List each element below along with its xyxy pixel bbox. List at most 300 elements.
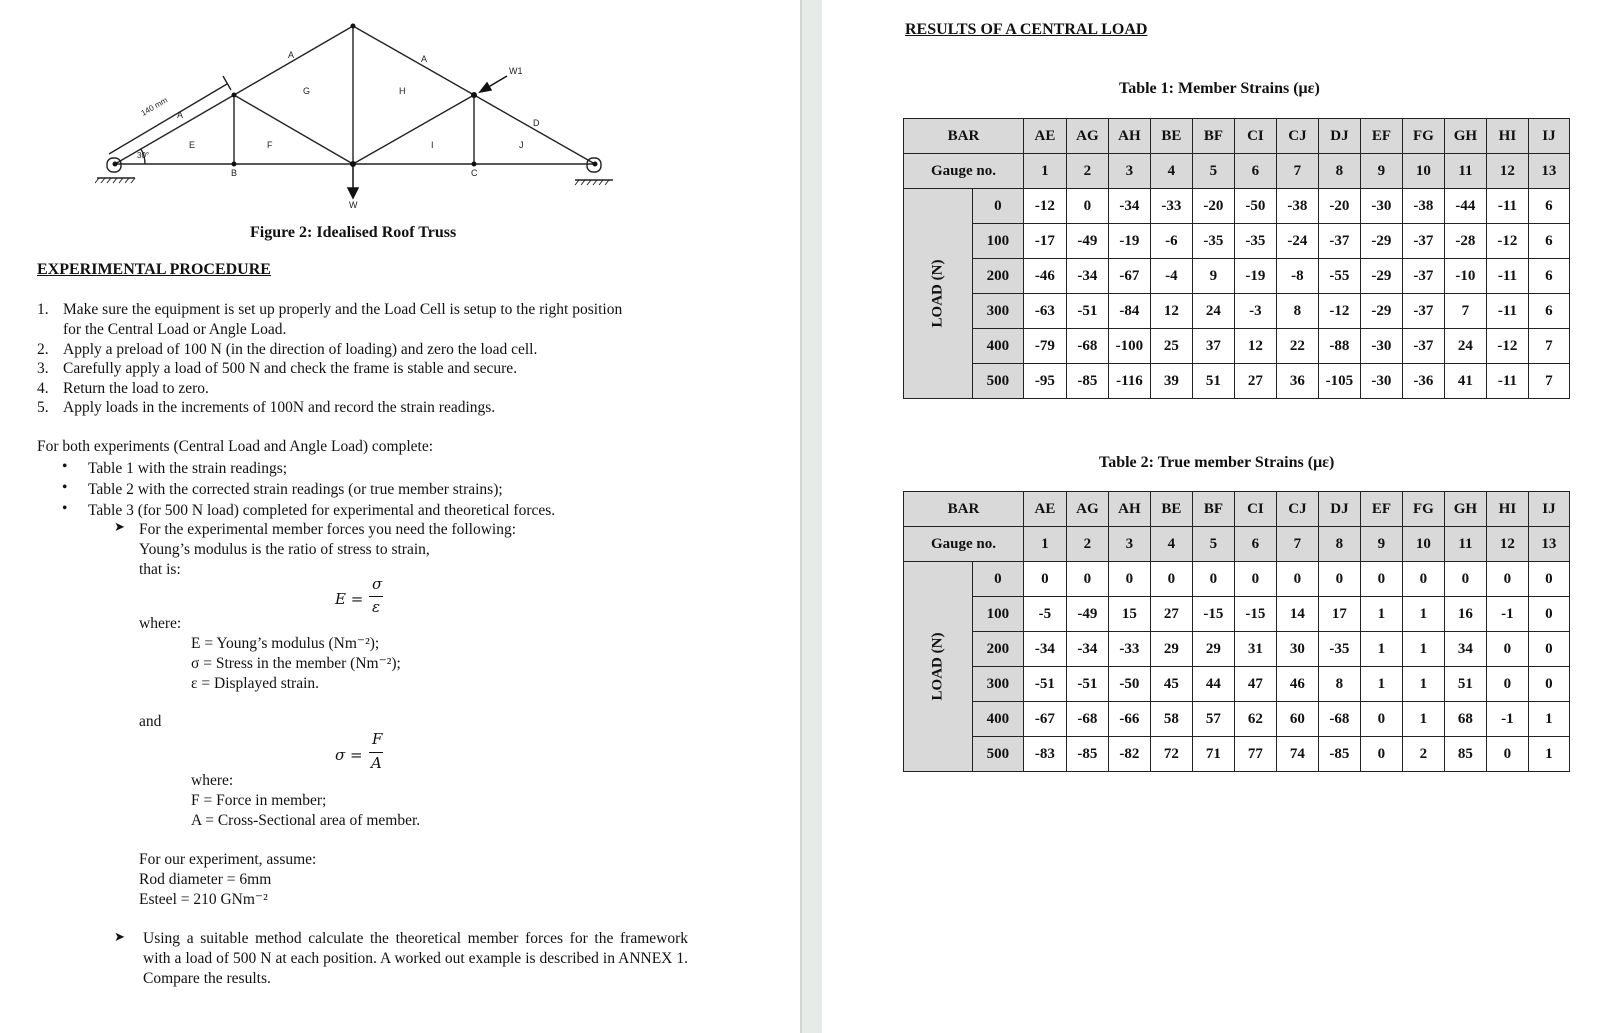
strain-cell: 27 <box>1150 597 1192 632</box>
zone-label: A <box>288 50 295 60</box>
definition: ε = Displayed strain. <box>191 675 320 692</box>
strain-cell: 8 <box>1318 667 1360 702</box>
strain-cell: 6 <box>1528 259 1569 294</box>
bar-header: BAR <box>904 119 1024 154</box>
strain-cell: -20 <box>1192 189 1234 224</box>
strain-cell: 72 <box>1150 737 1192 772</box>
strain-cell: -36 <box>1402 364 1444 399</box>
zone-label: I <box>431 140 434 150</box>
strain-cell: 0 <box>1276 562 1318 597</box>
strain-cell: 47 <box>1234 667 1276 702</box>
strain-cell: -49 <box>1066 224 1108 259</box>
strain-cell: 24 <box>1192 294 1234 329</box>
procedure-step: 5. Apply loads in the increments of 100N and record the strain readings. <box>37 399 496 416</box>
bullet-item: Table 2 with the corrected strain readings (or true member strains); <box>88 481 503 498</box>
strain-cell: 16 <box>1444 597 1486 632</box>
strain-cell: 1 <box>1402 702 1444 737</box>
zone-label: G <box>303 86 311 96</box>
strain-cell: 27 <box>1234 364 1276 399</box>
strain-cell: 8 <box>1276 294 1318 329</box>
strain-cell: 29 <box>1192 632 1234 667</box>
procedure-step: 3. Carefully apply a load of 500 N and check the frame is stable and secure. <box>37 360 518 377</box>
strain-cell: -12 <box>1023 189 1066 224</box>
gauge-number-cell: 8 <box>1318 527 1360 562</box>
strain-cell: 0 <box>1528 562 1569 597</box>
zone-label: E <box>189 140 196 150</box>
gauge-number-cell: 10 <box>1402 527 1444 562</box>
strain-cell: 44 <box>1192 667 1234 702</box>
bar-name-cell: AE <box>1023 119 1066 154</box>
strain-cell: -88 <box>1318 329 1360 364</box>
strain-cell: -34 <box>1023 632 1066 667</box>
strain-cell: -85 <box>1066 737 1108 772</box>
gauge-header: Gauge no. <box>904 527 1024 562</box>
equation-stress-den: A <box>371 754 382 772</box>
strain-cell: -37 <box>1402 259 1444 294</box>
strain-cell: -67 <box>1108 259 1150 294</box>
bar-name-cell: CI <box>1234 119 1276 154</box>
strain-cell: -28 <box>1444 224 1486 259</box>
gauge-number-cell: 11 <box>1444 527 1486 562</box>
load-value-cell: 0 <box>972 562 1023 597</box>
strain-cell: 0 <box>1360 737 1402 772</box>
strain-cell: -66 <box>1108 702 1150 737</box>
bar-name-cell: GH <box>1444 119 1486 154</box>
strain-cell: 41 <box>1444 364 1486 399</box>
arrow-bullet-icon: ➤ <box>114 519 125 534</box>
load-w1-label: W1 <box>509 66 523 76</box>
strain-cell: -67 <box>1023 702 1066 737</box>
strain-cell: -68 <box>1066 702 1108 737</box>
bar-name-cell: HI <box>1486 119 1528 154</box>
strain-cell: -51 <box>1066 294 1108 329</box>
strain-cell: 0 <box>1528 667 1569 702</box>
bullet-item: Table 1 with the strain readings; <box>88 460 288 477</box>
strain-cell: 12 <box>1150 294 1192 329</box>
equation-youngs-lhs: E = <box>335 590 364 608</box>
strain-cell: -8 <box>1276 259 1318 294</box>
strain-cell: 51 <box>1192 364 1234 399</box>
load-value-cell: 200 <box>972 632 1023 667</box>
table-row <box>904 667 1570 702</box>
gauge-number-cell: 4 <box>1150 527 1192 562</box>
youngs-line: Young’s modulus is the ratio of stress to strain, <box>139 541 430 558</box>
strain-cell: -68 <box>1066 329 1108 364</box>
strain-cell: 0 <box>1360 702 1402 737</box>
gauge-number-cell: 9 <box>1360 527 1402 562</box>
bar-name-cell: DJ <box>1318 119 1360 154</box>
bar-name-cell: HI <box>1486 492 1528 527</box>
strain-cell: -37 <box>1402 294 1444 329</box>
table-row <box>904 632 1570 667</box>
results-heading: RESULTS OF A CENTRAL LOAD <box>905 21 1148 38</box>
strain-cell: 0 <box>1528 597 1569 632</box>
strain-cell: -10 <box>1444 259 1486 294</box>
bar-name-cell: IJ <box>1528 492 1569 527</box>
assume-line: For our experiment, assume: <box>139 851 317 868</box>
strain-cell: -105 <box>1318 364 1360 399</box>
strain-cell: 0 <box>1023 562 1066 597</box>
strain-cell: 0 <box>1486 667 1528 702</box>
strain-cell: 1 <box>1528 737 1569 772</box>
strain-cell: 1 <box>1360 632 1402 667</box>
strain-cell: -34 <box>1066 259 1108 294</box>
zone-label: F <box>267 140 273 150</box>
gauge-number-cell: 12 <box>1486 527 1528 562</box>
bar-name-cell: BE <box>1150 492 1192 527</box>
strain-cell: -11 <box>1486 364 1528 399</box>
gauge-number-cell: 6 <box>1234 154 1276 189</box>
strain-cell: 51 <box>1444 667 1486 702</box>
load-value-cell: 500 <box>972 737 1023 772</box>
definition: F = Force in member; <box>191 792 327 809</box>
strain-cell: -44 <box>1444 189 1486 224</box>
arrow-bullet-icon: ➤ <box>114 929 125 944</box>
bar-name-cell: FG <box>1402 492 1444 527</box>
table-row <box>904 737 1570 772</box>
strain-cell: -37 <box>1402 224 1444 259</box>
strain-cell: 0 <box>1066 562 1108 597</box>
roof-truss-diagram <box>95 18 635 214</box>
strain-cell: -51 <box>1066 667 1108 702</box>
strain-cell: -63 <box>1023 294 1066 329</box>
load-value-cell: 400 <box>972 329 1023 364</box>
strain-cell: -38 <box>1402 189 1444 224</box>
strain-cell: 1 <box>1360 667 1402 702</box>
strain-cell: 0 <box>1402 562 1444 597</box>
table-row <box>904 329 1570 364</box>
bar-name-cell: AG <box>1066 119 1108 154</box>
bullet-dot: • <box>62 458 68 475</box>
load-axis-label: LOAD (N) <box>904 189 973 399</box>
definition: A = Cross-Sectional area of member. <box>191 812 421 829</box>
procedure-step: for the Central Load or Angle Load. <box>63 321 287 338</box>
load-value-cell: 100 <box>972 597 1023 632</box>
strain-cell: -12 <box>1318 294 1360 329</box>
bar-name-cell: FG <box>1402 119 1444 154</box>
bullet-dot: • <box>62 479 68 496</box>
strain-cell: 0 <box>1486 737 1528 772</box>
bar-name-cell: EF <box>1360 119 1402 154</box>
strain-cell: 25 <box>1150 329 1192 364</box>
strain-cell: -85 <box>1318 737 1360 772</box>
dimension-label: 140 mm <box>139 95 170 118</box>
strain-cell: 58 <box>1150 702 1192 737</box>
strain-cell: 45 <box>1150 667 1192 702</box>
youngs-line: that is: <box>139 561 181 578</box>
strain-cell: -37 <box>1402 329 1444 364</box>
gauge-number-cell: 11 <box>1444 154 1486 189</box>
bar-name-cell: BF <box>1192 119 1234 154</box>
equation-stress-num: F <box>372 730 383 748</box>
strain-cell: -24 <box>1276 224 1318 259</box>
table-row <box>904 702 1570 737</box>
strain-cell: -17 <box>1023 224 1066 259</box>
strain-cell: -15 <box>1234 597 1276 632</box>
figure-caption: Figure 2: Idealised Roof Truss <box>250 224 457 241</box>
strain-cell: 0 <box>1318 562 1360 597</box>
strain-cell: 37 <box>1192 329 1234 364</box>
final-bullet: Using a suitable method calculate the theoretical member forces for the framework with a load of 500 N at each position. A worked out example is described in ANNEX 1. Compare the results. <box>143 930 688 987</box>
strain-cell: 7 <box>1528 329 1569 364</box>
definition: E = Young’s modulus (Nm⁻²); <box>191 635 380 652</box>
table-row <box>904 294 1570 329</box>
strain-cell: -4 <box>1150 259 1192 294</box>
gauge-number-cell: 5 <box>1192 154 1234 189</box>
zone-label: H <box>399 86 406 96</box>
strain-cell: 7 <box>1444 294 1486 329</box>
table-row <box>904 224 1570 259</box>
both-intro: For both experiments (Central Load and Angle Load) complete: <box>37 438 433 455</box>
load-value-cell: 400 <box>972 702 1023 737</box>
strain-cell: -29 <box>1360 224 1402 259</box>
zone-label: C <box>471 168 478 178</box>
page-gap <box>800 0 822 1033</box>
strain-cell: 1 <box>1402 597 1444 632</box>
strain-cell: -20 <box>1318 189 1360 224</box>
load-axis-label: LOAD (N) <box>904 562 973 772</box>
table-row <box>904 562 1570 597</box>
gauge-number-cell: 4 <box>1150 154 1192 189</box>
load-value-cell: 0 <box>972 189 1023 224</box>
strain-cell: -11 <box>1486 294 1528 329</box>
strain-cell: -11 <box>1486 189 1528 224</box>
strain-cell: -83 <box>1023 737 1066 772</box>
bar-name-cell: DJ <box>1318 492 1360 527</box>
gauge-number-cell: 2 <box>1066 154 1108 189</box>
bar-name-cell: EF <box>1360 492 1402 527</box>
strain-cell: -50 <box>1108 667 1150 702</box>
load-value-cell: 500 <box>972 364 1023 399</box>
bar-name-cell: AH <box>1108 492 1150 527</box>
strain-cell: -19 <box>1234 259 1276 294</box>
strain-cell: -38 <box>1276 189 1318 224</box>
strain-cell: -84 <box>1108 294 1150 329</box>
strain-cell: 77 <box>1234 737 1276 772</box>
bar-name-cell: AG <box>1066 492 1108 527</box>
table-row <box>904 364 1570 399</box>
strain-cell: -15 <box>1192 597 1234 632</box>
strain-cell: -29 <box>1360 294 1402 329</box>
left-page <box>0 0 800 1033</box>
strain-cell: 60 <box>1276 702 1318 737</box>
procedure-step: 1. Make sure the equipment is set up properly and the Load Cell is setup to the right position <box>37 301 623 318</box>
strain-cell: -29 <box>1360 259 1402 294</box>
strain-cell: 2 <box>1402 737 1444 772</box>
strain-cell: -6 <box>1150 224 1192 259</box>
strain-cell: 68 <box>1444 702 1486 737</box>
bullet-dot: • <box>62 500 68 517</box>
strain-cell: 1 <box>1402 632 1444 667</box>
bar-name-cell: CJ <box>1276 119 1318 154</box>
table-row <box>904 259 1570 294</box>
strain-cell: 85 <box>1444 737 1486 772</box>
where-label: where: <box>139 615 182 632</box>
load-w-label: W <box>349 200 358 210</box>
gauge-number-cell: 8 <box>1318 154 1360 189</box>
zone-label: D <box>533 118 540 128</box>
strain-cell: 0 <box>1486 562 1528 597</box>
strain-cell: 9 <box>1192 259 1234 294</box>
gauge-header: Gauge no. <box>904 154 1024 189</box>
strain-cell: 29 <box>1150 632 1192 667</box>
bar-name-cell: GH <box>1444 492 1486 527</box>
load-value-cell: 300 <box>972 667 1023 702</box>
strain-cell: -46 <box>1023 259 1066 294</box>
strain-cell: -100 <box>1108 329 1150 364</box>
bar-name-cell: IJ <box>1528 119 1569 154</box>
strain-cell: 24 <box>1444 329 1486 364</box>
definition: σ = Stress in the member (Nm⁻²); <box>191 655 401 672</box>
load-value-cell: 100 <box>972 224 1023 259</box>
gauge-number-cell: 13 <box>1528 527 1569 562</box>
procedure-heading: EXPERIMENTAL PROCEDURE <box>37 261 271 278</box>
strain-cell: 17 <box>1318 597 1360 632</box>
gauge-number-cell: 7 <box>1276 527 1318 562</box>
strain-cell: -35 <box>1318 632 1360 667</box>
strain-cell: -68 <box>1318 702 1360 737</box>
strain-cell: -51 <box>1023 667 1066 702</box>
strain-cell: 31 <box>1234 632 1276 667</box>
procedure-step: 2. Apply a preload of 100 N (in the direction of loading) and zero the load cell. <box>37 341 538 358</box>
strain-cell: -82 <box>1108 737 1150 772</box>
strain-cell: -1 <box>1486 597 1528 632</box>
true-strains-table <box>903 491 1570 772</box>
and-label: and <box>139 713 162 730</box>
gauge-number-cell: 2 <box>1066 527 1108 562</box>
equation-stress-lhs: σ = <box>335 746 363 764</box>
zone-label: B <box>231 168 238 178</box>
bar-header: BAR <box>904 492 1024 527</box>
strain-cell: 0 <box>1528 632 1569 667</box>
gauge-number-cell: 1 <box>1023 527 1066 562</box>
strain-cell: 74 <box>1276 737 1318 772</box>
strain-cell: -55 <box>1318 259 1360 294</box>
assume-line: Rod diameter = 6mm <box>139 871 272 888</box>
strain-cell: 0 <box>1150 562 1192 597</box>
strain-cell: -35 <box>1234 224 1276 259</box>
strain-cell: -33 <box>1150 189 1192 224</box>
strain-cell: 62 <box>1234 702 1276 737</box>
bar-name-cell: CJ <box>1276 492 1318 527</box>
table-row <box>904 189 1570 224</box>
strain-cell: -3 <box>1234 294 1276 329</box>
strain-cell: -79 <box>1023 329 1066 364</box>
strain-cell: 30 <box>1276 632 1318 667</box>
gauge-number-cell: 9 <box>1360 154 1402 189</box>
strain-cell: 0 <box>1108 562 1150 597</box>
strain-cell: 1 <box>1402 667 1444 702</box>
angle-label: 30° <box>137 151 150 160</box>
strain-cell: 57 <box>1192 702 1234 737</box>
gauge-number-cell: 5 <box>1192 527 1234 562</box>
strain-cell: 71 <box>1192 737 1234 772</box>
strain-cell: -30 <box>1360 189 1402 224</box>
strain-cell: 0 <box>1360 562 1402 597</box>
gauge-number-cell: 12 <box>1486 154 1528 189</box>
strain-cell: -34 <box>1108 189 1150 224</box>
table1-title: Table 1: Member Strains (με) <box>1119 80 1320 97</box>
load-value-cell: 200 <box>972 259 1023 294</box>
strain-cell: 6 <box>1528 224 1569 259</box>
strain-cell: -95 <box>1023 364 1066 399</box>
gauge-number-cell: 10 <box>1402 154 1444 189</box>
strain-cell: -49 <box>1066 597 1108 632</box>
strain-cell: -34 <box>1066 632 1108 667</box>
strain-cell: 15 <box>1108 597 1150 632</box>
bar-name-cell: AE <box>1023 492 1066 527</box>
strain-cell: -5 <box>1023 597 1066 632</box>
strain-cell: 0 <box>1192 562 1234 597</box>
strain-cell: -116 <box>1108 364 1150 399</box>
gauge-number-cell: 3 <box>1108 527 1150 562</box>
strain-cell: -1 <box>1486 702 1528 737</box>
strain-cell: 1 <box>1360 597 1402 632</box>
equation-youngs-den: ε <box>372 598 381 616</box>
member-strains-table <box>903 118 1570 399</box>
strain-cell: 7 <box>1528 364 1569 399</box>
strain-cell: -12 <box>1486 329 1528 364</box>
bar-name-cell: CI <box>1234 492 1276 527</box>
strain-cell: 6 <box>1528 189 1569 224</box>
bar-name-cell: BE <box>1150 119 1192 154</box>
strain-cell: 22 <box>1276 329 1318 364</box>
strain-cell: 46 <box>1276 667 1318 702</box>
strain-cell: -37 <box>1318 224 1360 259</box>
load-value-cell: 300 <box>972 294 1023 329</box>
bar-name-cell: BF <box>1192 492 1234 527</box>
strain-cell: 0 <box>1234 562 1276 597</box>
gauge-number-cell: 3 <box>1108 154 1150 189</box>
where-label: where: <box>191 772 234 789</box>
strain-cell: -35 <box>1192 224 1234 259</box>
strain-cell: 34 <box>1444 632 1486 667</box>
strain-cell: -30 <box>1360 329 1402 364</box>
zone-label: A <box>421 54 428 64</box>
strain-cell: 36 <box>1276 364 1318 399</box>
strain-cell: -12 <box>1486 224 1528 259</box>
gauge-number-cell: 1 <box>1023 154 1066 189</box>
sub-bullet: For the experimental member forces you need the following: <box>139 521 517 538</box>
strain-cell: -50 <box>1234 189 1276 224</box>
bar-name-cell: AH <box>1108 119 1150 154</box>
zone-label: A <box>177 110 184 120</box>
strain-cell: -85 <box>1066 364 1108 399</box>
strain-cell: -30 <box>1360 364 1402 399</box>
table2-title: Table 2: True member Strains (με) <box>1099 454 1335 471</box>
zone-label: J <box>519 140 524 150</box>
strain-cell: 1 <box>1528 702 1569 737</box>
assume-line: Esteel = 210 GNm⁻² <box>139 891 268 908</box>
strain-cell: -11 <box>1486 259 1528 294</box>
table-row <box>904 597 1570 632</box>
procedure-step: 4. Return the load to zero. <box>37 380 209 397</box>
strain-cell: 0 <box>1444 562 1486 597</box>
strain-cell: 0 <box>1486 632 1528 667</box>
strain-cell: 14 <box>1276 597 1318 632</box>
strain-cell: -33 <box>1108 632 1150 667</box>
strain-cell: 39 <box>1150 364 1192 399</box>
bullet-item: Table 3 (for 500 N load) completed for experimental and theoretical forces. <box>88 502 556 519</box>
strain-cell: 12 <box>1234 329 1276 364</box>
strain-cell: 0 <box>1066 189 1108 224</box>
equation-youngs-num: σ <box>372 575 383 593</box>
gauge-number-cell: 6 <box>1234 527 1276 562</box>
strain-cell: -19 <box>1108 224 1150 259</box>
gauge-number-cell: 13 <box>1528 154 1569 189</box>
strain-cell: 6 <box>1528 294 1569 329</box>
gauge-number-cell: 7 <box>1276 154 1318 189</box>
